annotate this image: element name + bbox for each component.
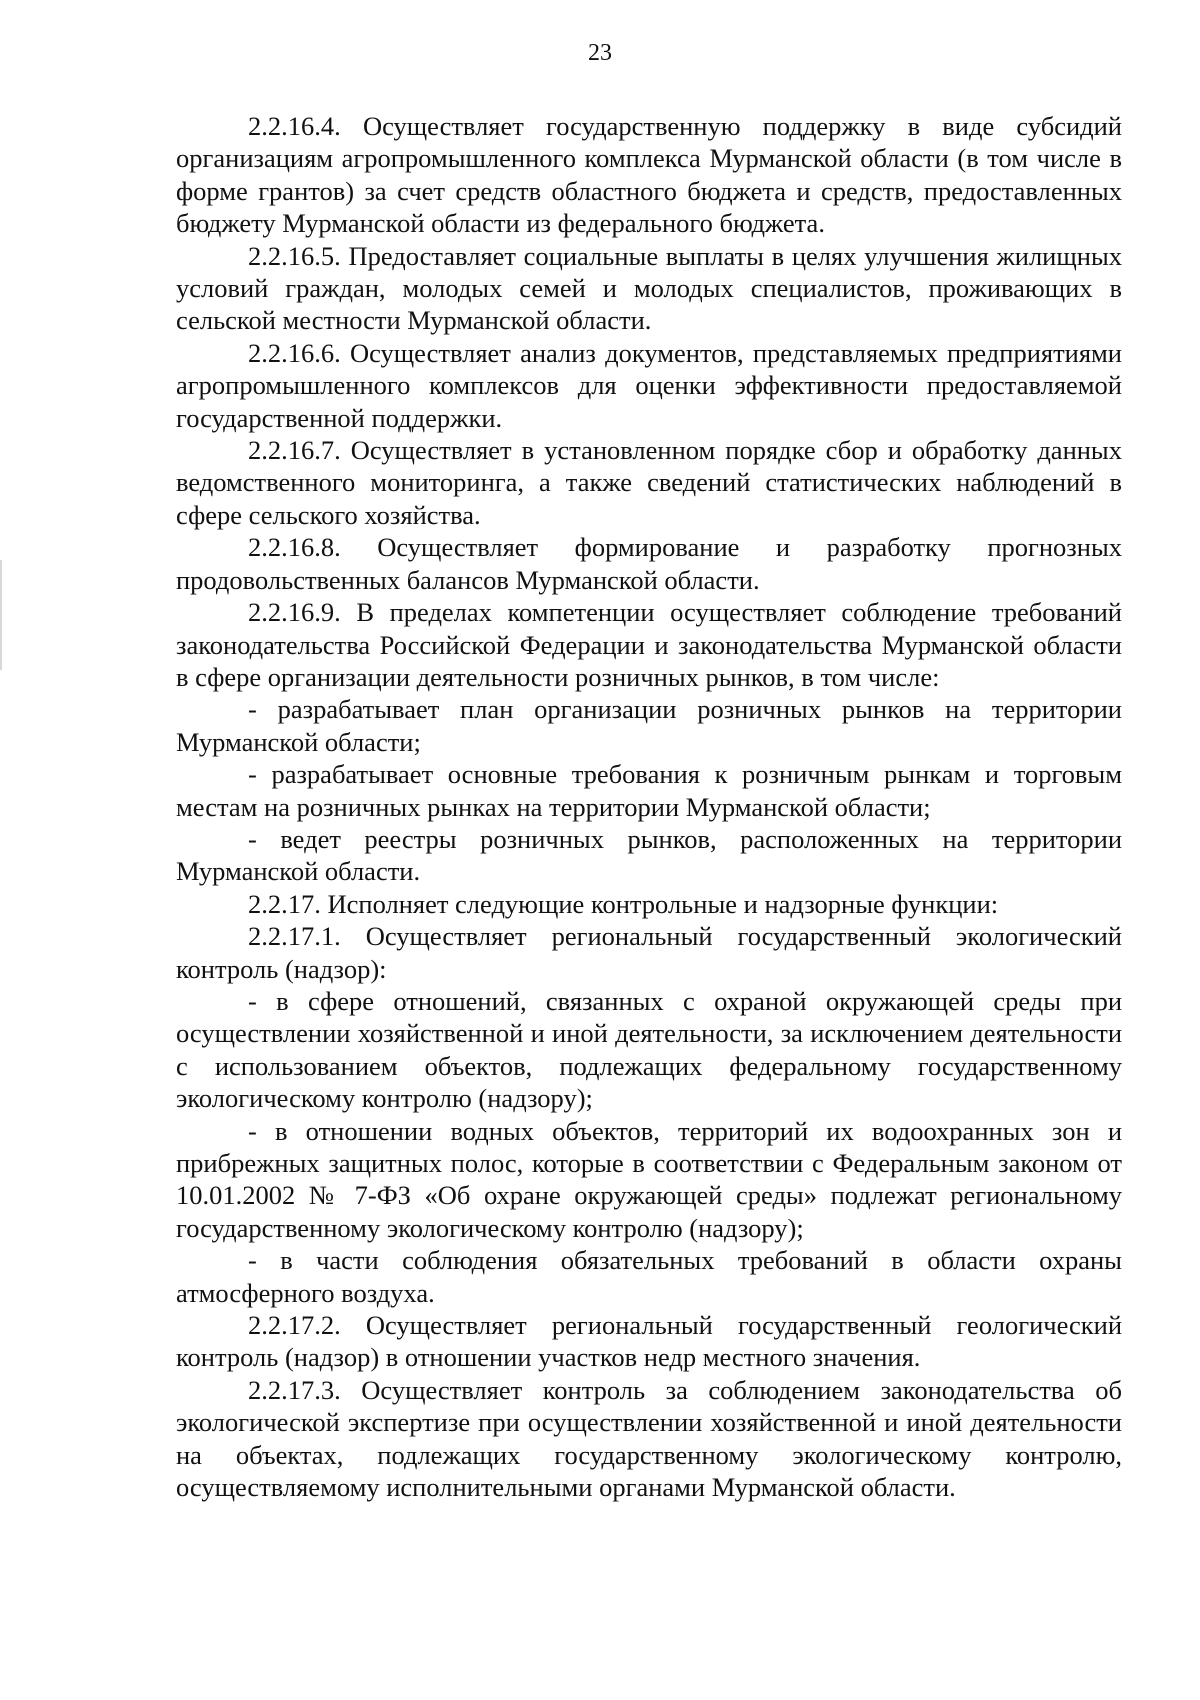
paragraph-2-2-17-1: 2.2.17.1. Осуществляет региональный государственный экологический контроль (надзор): bbox=[176, 921, 1122, 984]
paragraph-2-2-16-4: 2.2.16.4. Осуществляет государственную поддержку в виде субсидий организациям агропромышленного комплекса Мурманской области (в том числе в форме грантов) за счет средств областного бюджета и средств, предоставленных бюджету Мурманской области из федерального бюджета. bbox=[176, 111, 1122, 239]
list-item-environment-relations: - в сфере отношений, связанных с охраной окружающей среды при осуществлении хозяйственной и иной деятельности, за исключением деятельности с использованием объектов, подлежащих федеральному государственному экологическому контролю (надзору); bbox=[176, 985, 1122, 1114]
list-item-market-registry: - ведет реестры розничных рынков, расположенных на территории Мурманской области. bbox=[176, 823, 1122, 887]
paragraph-2-2-16-8: 2.2.16.8. Осуществляет формирование и разработку прогнозных продовольственных балансов Мурманской области. bbox=[176, 532, 1122, 595]
page-number: 23 bbox=[588, 40, 612, 66]
paragraph-2-2-16-6: 2.2.16.6. Осуществляет анализ документов, представляемых предприятиями агропромышленного комплексов для оценки эффективности предоставляемой государственной поддержки. bbox=[176, 337, 1122, 433]
list-item-market-requirements: - разрабатывает основные требования к розничным рынкам и торговым местам на розничных рынках на территории Мурманской области; bbox=[176, 759, 1122, 822]
paragraph-2-2-16-5: 2.2.16.5. Предоставляет социальные выплаты в целях улучшения жилищных условий граждан, молодых семей и молодых специалистов, проживающих в сельской местности Мурманской области. bbox=[176, 240, 1122, 336]
paragraph-2-2-17: 2.2.17. Исполняет следующие контрольные и надзорные функции: bbox=[248, 888, 999, 919]
paragraph-2-2-17-3: 2.2.17.3. Осуществляет контроль за соблюдением законодательства об экологической экспертизе при осуществлении хозяйственной и иной деятельности на объектах, подлежащих государственному экологическому контролю, осуществляемому исполнительными органами Мурманской области. bbox=[176, 1374, 1122, 1503]
scan-edge-mark bbox=[0, 560, 2, 670]
list-item-air-protection: - в части соблюдения обязательных требований в области охраны атмосферного воздуха. bbox=[176, 1245, 1122, 1308]
document-body bbox=[176, 110, 1122, 1503]
paragraph-2-2-16-9: 2.2.16.9. В пределах компетенции осуществляет соблюдение требований законодательства Российской Федерации и законодательства Мурманской области в сфере организации деятельности розничных рынков, в том числе: bbox=[176, 597, 1122, 692]
paragraph-2-2-16-7: 2.2.16.7. Осуществляет в установленном порядке сбор и обработку данных ведомственного мониторинга, а также сведений статистических наблюдений в сфере сельского хозяйства. bbox=[176, 435, 1122, 530]
paragraph-2-2-17-2: 2.2.17.2. Осуществляет региональный государственный геологический контроль (надзор) в отношении участков недр местного значения. bbox=[176, 1310, 1122, 1373]
list-item-water-objects: - в отношении водных объектов, территорий их водоохранных зон и прибрежных защитных полос, которые в соответствии с Федеральным законом от 10.01.2002 № 7-ФЗ «Об охране окружающей среды» подлежат региональному государственному экологическому контролю (надзору); bbox=[176, 1115, 1122, 1243]
list-item-market-plan: - разрабатывает план организации розничных рынков на территории Мурманской области; bbox=[176, 694, 1122, 757]
